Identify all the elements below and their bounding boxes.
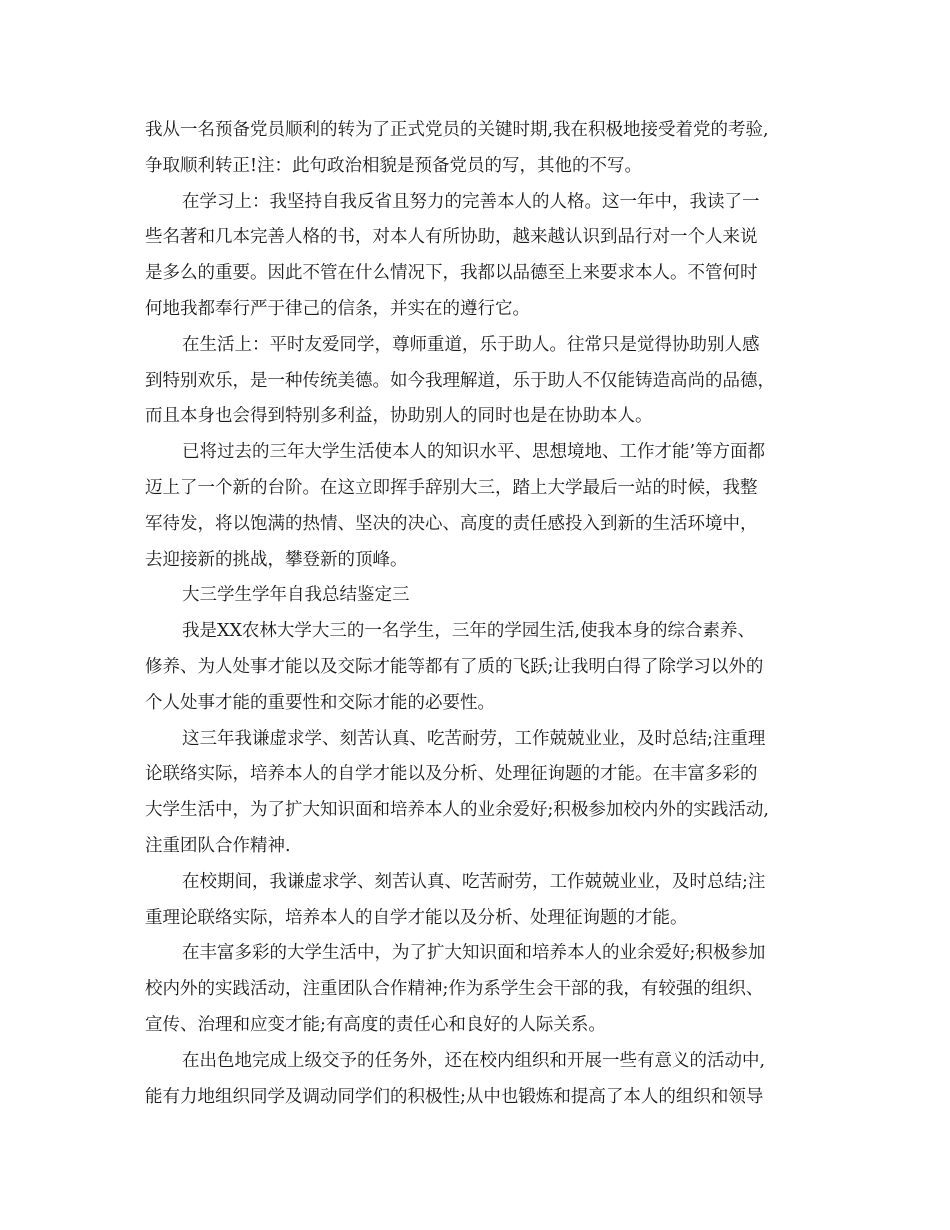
text-line-13: 去迎接新的挑战，攀登新的顶峰。 bbox=[145, 549, 408, 570]
text-line-25: 校内外的实践活动，注重团队合作精神;作为系学生会干部的我，有较强的组织、 bbox=[145, 979, 764, 1000]
text-line-8: 到特别欢乐，是一种传统美德。如今我理解道，乐于助人不仅能铸造高尚的品德， bbox=[145, 370, 775, 391]
text-line-22: 在校期间，我谦虚求学、刻苦认真、吃苦耐劳，工作兢兢业业，及时总结;注 bbox=[182, 871, 766, 892]
text-line-7: 在生活上：平时友爱同学，尊师重道，乐于助人。往常只是觉得协助别人感 bbox=[182, 334, 760, 355]
text-line-3: 在学习上：我坚持自我反省且努力的完善本人的人格。这一年中，我读了一 bbox=[182, 191, 760, 212]
text-line-23: 重理论联络实际，培养本人的自学才能以及分析、处理征询题的才能。 bbox=[145, 907, 688, 928]
text-line-2: 争取顺利转正!注：此句政治相貌是预备党员的写，其他的不写。 bbox=[145, 155, 643, 176]
text-line-5: 是多么的重要。因此不管在什么情况下，我都以品德至上来要求本人。不管何时 bbox=[145, 263, 758, 284]
text-line-17: 个人处事才能的重要性和交际才能的必要性。 bbox=[145, 692, 495, 713]
text-line-27: 在出色地完成上级交予的任务外，还在校内组织和开展一些有意义的活动中, bbox=[182, 1050, 766, 1071]
text-line-24: 在丰富多彩的大学生活中，为了扩大知识面和培养本人的业余爱好;积极参加 bbox=[182, 943, 766, 964]
document-body bbox=[145, 113, 825, 1115]
text-line-9: 而且本身也会得到特别多利益，协助别人的同时也是在协助本人。 bbox=[145, 406, 653, 427]
text-line-1: 我从一名预备党员顺利的转为了正式党员的关键时期,我在积极地接受着党的考验, bbox=[145, 120, 769, 140]
text-line-11: 迈上了一个新的台阶。在这立即挥手辞别大三，踏上大学最后一站的时候，我整 bbox=[145, 477, 758, 498]
text-line-21: 注重团队合作精神. bbox=[145, 835, 291, 856]
text-line-10: 已将过去的三年大学生活使本人的知识水平、思想境地、工作才能’等方面都 bbox=[182, 442, 766, 463]
text-line-20: 大学生活中，为了扩大知识面和培养本人的业余爱好;积极参加校内外的实践活动, bbox=[145, 800, 769, 821]
text-line-4: 些名著和几本完善人格的书，对本人有所协助，越来越认识到品行对一个人来说 bbox=[145, 227, 758, 248]
section-heading: 大三学生学年自我总结鉴定三 bbox=[182, 585, 410, 606]
text-line-15: 我是XX农林大学大三的一名学生，三年的学园生活,使我本身的综合素养、 bbox=[182, 621, 755, 642]
text-line-6: 何地我都奉行严于律己的信条，并实在的遵行它。 bbox=[145, 298, 530, 319]
text-line-28: 能有力地组织同学及调动同学们的积极性;从中也锻炼和提高了本人的组织和领导 bbox=[145, 1086, 764, 1107]
text-line-19: 论联络实际，培养本人的自学才能以及分析、处理征询题的才能。在丰富多彩的 bbox=[145, 764, 758, 785]
text-line-26: 宣传、治理和应变才能;有高度的责任心和良好的人际关系。 bbox=[145, 1014, 606, 1035]
text-line-16: 修养、为人处事才能以及交际才能等都有了质的飞跃;让我明白得了除学习以外的 bbox=[145, 656, 764, 677]
text-line-18: 这三年我谦虚求学、刻苦认真、吃苦耐劳，工作兢兢业业，及时总结;注重理 bbox=[182, 728, 766, 749]
text-line-12: 军待发，将以饱满的热情、坚决的决心、高度的责任感投入到新的生活环境中， bbox=[145, 513, 758, 534]
